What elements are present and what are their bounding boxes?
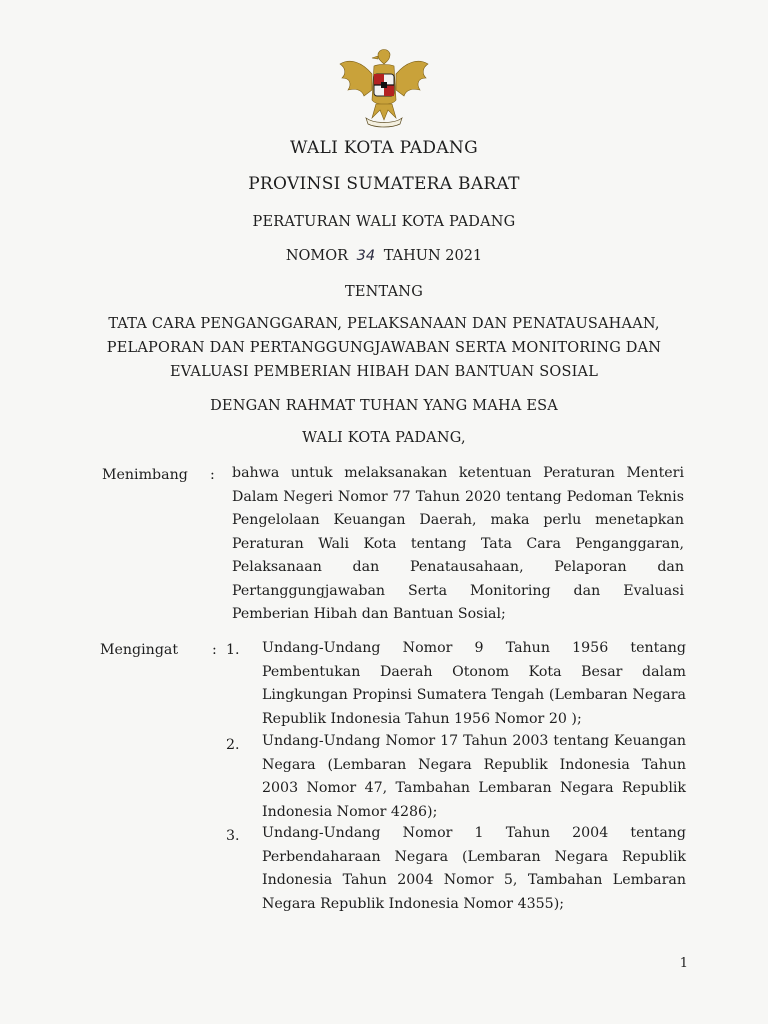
number-suffix: TAHUN 2021: [383, 248, 483, 264]
garuda-emblem-icon: [334, 44, 434, 132]
about-heading: TENTANG: [345, 284, 423, 300]
issuer: WALI KOTA PADANG,: [302, 430, 466, 446]
authority-title: WALI KOTA PADANG: [290, 138, 478, 158]
list-item-text: Undang-Undang Nomor 17 Tahun 2003 tentang Keuangan Negara (Lembaran Negara Republik Indonesia Tahun 2003 Nomor 47, Tambahan Lembaran Negara Republik Indonesia Nomor 4286);: [262, 733, 686, 820]
regulation-type: PERATURAN WALI KOTA PADANG: [252, 214, 516, 230]
subject-line: PELAPORAN DAN PERTANGGUNGJAWABAN SERTA MONITORING DAN: [106, 340, 662, 356]
subject-line: TATA CARA PENGANGGARAN, PELAKSANAAN DAN PENATAUSAHAAN,: [108, 316, 660, 332]
recalling-label: Mengingat: [100, 642, 179, 658]
invocation: DENGAN RAHMAT TUHAN YANG MAHA ESA: [210, 398, 558, 414]
number-value: 34: [356, 248, 376, 264]
list-item-number: 2.: [226, 737, 240, 753]
regulation-number: [0, 248, 768, 264]
list-item-number: 1.: [226, 642, 240, 658]
considering-text: bahwa untuk melaksanakan ketentuan Peraturan Menteri Dalam Negeri Nomor 77 Tahun 2020 tentang Pedoman Teknis Pengelolaan Keuangan Daerah, maka perlu menetapkan Peraturan Wali Kota tentang Tata Cara Penganggaran, Pelaksanaan dan Penatausahaan, Pelaporan dan Pertanggungjawaban Serta Monitoring dan Evaluasi Pemberian Hibah dan Bantuan Sosial;: [232, 465, 684, 622]
province-title: PROVINSI SUMATERA BARAT: [248, 174, 520, 194]
number-prefix: NOMOR: [285, 248, 349, 264]
page-number: 1: [679, 956, 688, 971]
list-item-number: 3.: [226, 828, 240, 844]
considering-label: Menimbang: [102, 467, 188, 483]
recalling-colon: :: [212, 642, 217, 658]
list-item-text: Undang-Undang Nomor 1 Tahun 2004 tentang Perbendaharaan Negara (Lembaran Negara Republik Indonesia Tahun 2004 Nomor 5, Tambahan Lembaran Negara Republik Indonesia Nomor 4355);: [262, 825, 686, 912]
subject-line: EVALUASI PEMBERIAN HIBAH DAN BANTUAN SOSIAL: [169, 364, 599, 380]
considering-colon: :: [210, 467, 215, 483]
list-item-text: Undang-Undang Nomor 9 Tahun 1956 tentang Pembentukan Daerah Otonom Kota Besar dalam Lingkungan Propinsi Sumatera Tengah (Lembaran Negara Republik Indonesia Tahun 1956 Nomor 20 );: [262, 640, 686, 727]
